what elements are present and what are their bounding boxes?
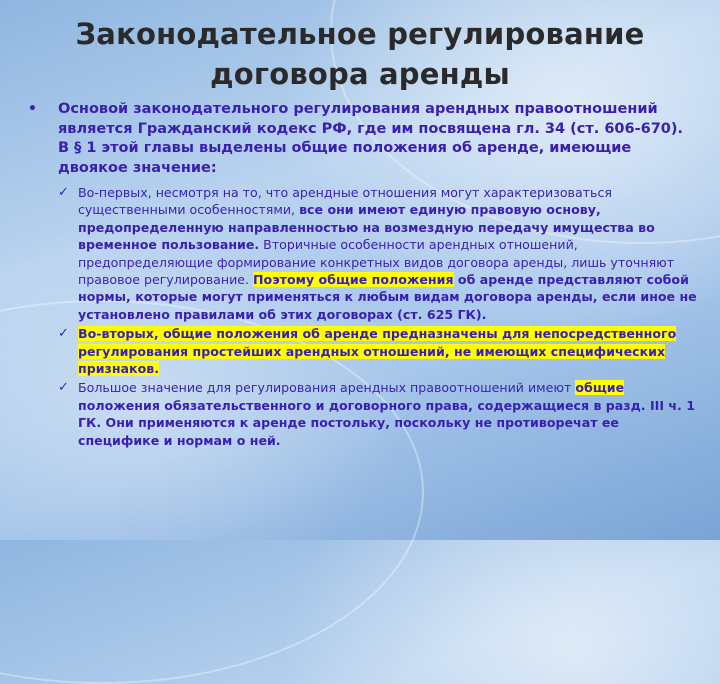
sub-list [28, 184, 698, 449]
lead-text: Основой законодательного регулирования арендных правоотношений является Гражданский кодекс РФ, где им посвящена гл. 34 (ст. 606-670). В § 1 этой главы выделены общие положения об аренде, имеющие двоякое значение: [58, 101, 684, 176]
lead-paragraph [28, 100, 698, 178]
item-text: Вторичные особенности арендных отношений, предопределяющие формирование конкретных видов договора аренды, лишь уточняют правовое регулирование. [78, 237, 675, 288]
title-line-1: Законодательное регулирование [75, 17, 645, 51]
bullet-icon: • [28, 101, 37, 117]
item-text-bold: об аренде представляют собой нормы, которые могут применяться к любым видам договора аренды, если иное не установлено правилами об этих договорах (ст. 625 ГК). [78, 272, 697, 322]
item-text-highlight: Поэтому общие положения [253, 272, 454, 288]
item-text: Большое значение для регулирования арендных правоотношений имеют [78, 380, 576, 396]
item-text-bold: все они имеют единую правовую основу, [299, 202, 601, 218]
list-item [58, 325, 698, 377]
item-text: Во-первых, несмотря на то, что арендные отношения могут характеризоваться существенными особенностями, [78, 185, 612, 218]
checkmark-icon: ✓ [58, 326, 69, 342]
checkmark-icon: ✓ [58, 185, 69, 200]
item-text-bold: положения обязательственного и договорного права, содержащиеся в разд. III ч. 1 ГК. Они применяются к аренде постольку, поскольку не противоречат ее специфике и нормам о ней. [78, 397, 695, 448]
item-text-highlight: Во-вторых, общие положения об аренде предназначены для непосредственного регулирования простейших арендных отношений, не имеющих специфических признаков. [78, 326, 677, 377]
slide-title [0, 14, 720, 94]
list-item [58, 379, 698, 449]
title-line-2: договора аренды [210, 57, 510, 91]
item-text-bold: предопределенную направленностью на возмездную передачу имущества во временное пользование. [78, 219, 655, 253]
checkmark-icon: ✓ [58, 380, 69, 396]
item-text-highlight: общие [575, 380, 625, 396]
slide-body [28, 100, 698, 451]
list-item [58, 184, 698, 323]
